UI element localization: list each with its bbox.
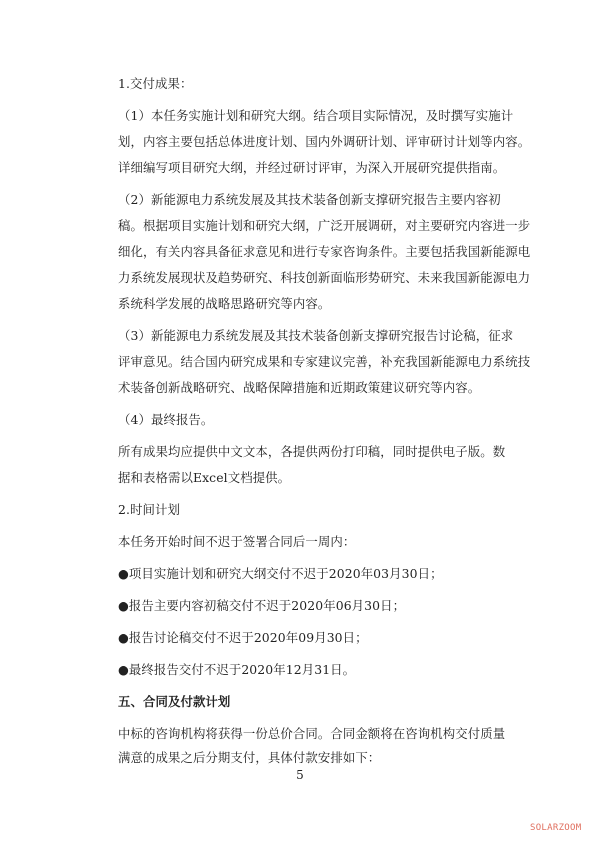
bullet-item: ●项目实施计划和研究大纲交付不迟于2020年03月30日；	[118, 566, 443, 581]
paragraph-line: 评审意见。结合国内研究成果和专家建议完善，补充我国新能源电力系统技	[118, 354, 531, 369]
section-heading-schedule: 2.时间计划	[118, 502, 180, 517]
watermark: SOLARZOOM	[530, 823, 582, 833]
paragraph-line: 中标的咨询机构将获得一份总价合同。合同金额将在咨询机构交付质量	[118, 726, 506, 741]
paragraph-line: （4）最终报告。	[118, 412, 214, 427]
paragraph-line: （3）新能源电力系统发展及其技术装备创新支撑研究报告讨论稿，征求	[118, 328, 514, 343]
paragraph-line: 本任务开始时间不迟于签署合同后一周内：	[118, 534, 356, 549]
paragraph-line: 细化，有关内容具备征求意见和进行专家咨询条件。主要包括我国新能源电	[118, 244, 531, 259]
paragraph-line: 系统科学发展的战略思路研究等内容。	[118, 296, 331, 311]
paragraph-line: 划，内容主要包括总体进度计划、国内外调研计划、评审研讨计划等内容。	[118, 134, 531, 149]
paragraph-line: （2）新能源电力系统发展及其技术装备创新支撑研究报告主要内容初	[118, 192, 501, 207]
paragraph-line: 满意的成果之后分期支付，具体付款安排如下：	[118, 750, 381, 765]
paragraph-line: 所有成果均应提供中文文本，各提供两份打印稿，同时提供电子版。数	[118, 444, 506, 459]
section-heading-deliverables: 1.交付成果：	[118, 76, 193, 91]
page-number: 5	[296, 768, 304, 782]
bullet-item: ●报告主要内容初稿交付不迟于2020年06月30日；	[118, 598, 406, 613]
bullet-item: ●报告讨论稿交付不迟于2020年09月30日；	[118, 630, 368, 645]
paragraph-line: 力系统发展现状及趋势研究、科技创新面临形势研究、未来我国新能源电力	[118, 270, 531, 285]
paragraph-line: （1）本任务实施计划和研究大纲。结合项目实际情况，及时撰写实施计	[118, 108, 514, 123]
section-heading-contract: 五、合同及付款计划	[118, 694, 231, 709]
paragraph-line: 据和表格需以Excel文档提供。	[118, 470, 291, 485]
bullet-item: ●最终报告交付不迟于2020年12月31日。	[118, 662, 356, 677]
paragraph-line: 术装备创新战略研究、战略保障措施和近期政策建议研究等内容。	[118, 380, 481, 395]
paragraph-line: 详细编写项目研究大纲，并经过研讨评审，为深入开展研究提供指南。	[118, 160, 506, 175]
paragraph-line: 稿。根据项目实施计划和研究大纲，广泛开展调研，对主要研究内容进一步	[118, 218, 531, 233]
